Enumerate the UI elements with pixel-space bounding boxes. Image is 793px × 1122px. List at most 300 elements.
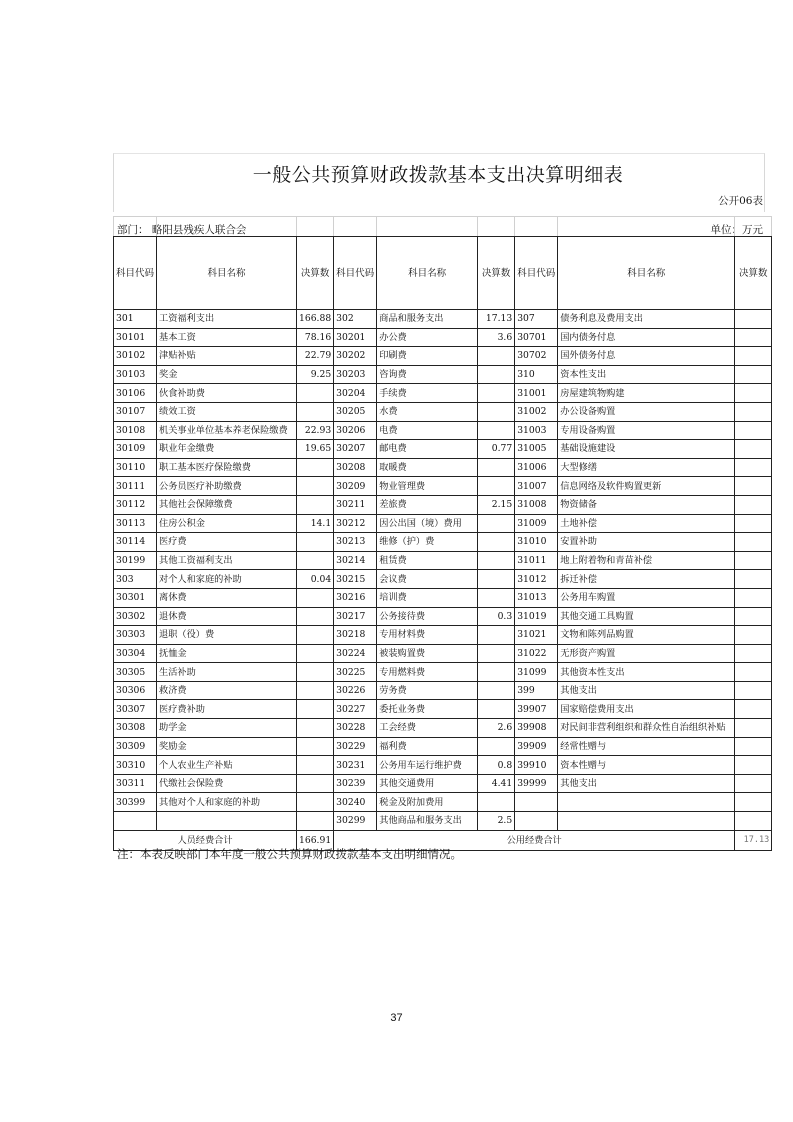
cell-code-2: 30218	[334, 626, 377, 645]
cell-code-3: 30701	[515, 328, 558, 347]
cell-name-1: 伙食补助费	[157, 384, 297, 403]
table-row	[114, 384, 772, 403]
cell-amount-3	[735, 551, 772, 570]
cell-code-1: 30199	[114, 551, 157, 570]
cell-amount-1	[297, 756, 334, 775]
cell-code-1: 30114	[114, 533, 157, 552]
expenditure-table	[113, 216, 772, 851]
cell-code-1	[114, 812, 157, 831]
cell-name-3: 信息网络及软件购置更新	[558, 477, 735, 496]
cell-amount-1	[297, 626, 334, 645]
cell-name-1: 其他对个人和家庭的补助	[157, 793, 297, 812]
cell-amount-1: 19.65	[297, 440, 334, 459]
cell-code-2: 30215	[334, 570, 377, 589]
cell-name-1: 其他工资福利支出	[157, 551, 297, 570]
cell-name-1: 助学金	[157, 719, 297, 738]
cell-name-2: 印刷费	[377, 347, 478, 366]
cell-amount-3	[735, 719, 772, 738]
header-row	[114, 237, 772, 310]
cell-amount-1	[297, 793, 334, 812]
cell-name-2: 水费	[377, 402, 478, 421]
cell-name-2: 物业管理费	[377, 477, 478, 496]
cell-code-3: 310	[515, 365, 558, 384]
cell-code-3: 39909	[515, 737, 558, 756]
cell-amount-2	[478, 458, 515, 477]
cell-name-1: 退职（役）费	[157, 626, 297, 645]
cell-name-2: 办公费	[377, 328, 478, 347]
table-row	[114, 774, 772, 793]
cell-code-2: 30201	[334, 328, 377, 347]
cell-amount-3	[735, 477, 772, 496]
cell-amount-1: 22.93	[297, 421, 334, 440]
cell-code-3: 31009	[515, 514, 558, 533]
cell-name-1: 津贴补贴	[157, 347, 297, 366]
cell-code-2: 30225	[334, 663, 377, 682]
header-code-2: 科目代码	[334, 237, 377, 310]
cell-amount-1	[297, 477, 334, 496]
table-row	[114, 477, 772, 496]
cell-code-1: 30110	[114, 458, 157, 477]
cell-amount-3	[735, 384, 772, 403]
cell-name-1: 奖励金	[157, 737, 297, 756]
cell-code-2: 30229	[334, 737, 377, 756]
cell-code-3: 30702	[515, 347, 558, 366]
table-row	[114, 328, 772, 347]
cell-amount-1: 14.1	[297, 514, 334, 533]
cell-name-2: 专用材料费	[377, 626, 478, 645]
cell-amount-1	[297, 458, 334, 477]
cell-amount-3	[735, 588, 772, 607]
cell-amount-2	[478, 533, 515, 552]
cell-amount-2	[478, 700, 515, 719]
cell-amount-1	[297, 402, 334, 421]
cell-amount-3	[735, 495, 772, 514]
cell-name-1: 奖金	[157, 365, 297, 384]
cell-code-3: 31013	[515, 588, 558, 607]
cell-name-2: 培训费	[377, 588, 478, 607]
unit-label: 单位：万元	[710, 224, 763, 236]
cell-name-2: 会议费	[377, 570, 478, 589]
cell-code-1: 30306	[114, 681, 157, 700]
table-row	[114, 365, 772, 384]
cell-name-3	[558, 812, 735, 831]
cell-amount-3	[735, 310, 772, 329]
cell-name-1: 其他社会保障缴费	[157, 495, 297, 514]
cell-name-3: 土地补偿	[558, 514, 735, 533]
cell-amount-3	[735, 737, 772, 756]
cell-amount-2	[478, 570, 515, 589]
expenditure-table-wrap	[113, 216, 772, 851]
cell-code-3: 31022	[515, 644, 558, 663]
cell-code-1: 30307	[114, 700, 157, 719]
cell-amount-3	[735, 812, 772, 831]
cell-name-2: 咨询费	[377, 365, 478, 384]
cell-code-2: 30202	[334, 347, 377, 366]
table-row	[114, 458, 772, 477]
cell-name-1: 医疗费	[157, 533, 297, 552]
cell-name-2: 维修（护）费	[377, 533, 478, 552]
cell-amount-3	[735, 700, 772, 719]
cell-name-3: 无形资产购置	[558, 644, 735, 663]
cell-name-3: 拆迁补偿	[558, 570, 735, 589]
cell-code-3: 31005	[515, 440, 558, 459]
cell-amount-3	[735, 347, 772, 366]
cell-name-3: 公务用车购置	[558, 588, 735, 607]
cell-code-1: 30311	[114, 774, 157, 793]
cell-code-2: 30204	[334, 384, 377, 403]
cell-name-2: 电费	[377, 421, 478, 440]
cell-code-2: 30240	[334, 793, 377, 812]
cell-code-1: 30101	[114, 328, 157, 347]
cell-name-2: 手续费	[377, 384, 478, 403]
cell-name-3: 物资储备	[558, 495, 735, 514]
table-row	[114, 793, 772, 812]
cell-amount-2	[478, 644, 515, 663]
cell-amount-2	[478, 477, 515, 496]
cell-code-2: 30209	[334, 477, 377, 496]
cell-amount-2	[478, 626, 515, 645]
cell-name-3: 基础设施建设	[558, 440, 735, 459]
cell-name-2: 被装购置费	[377, 644, 478, 663]
header-code-1: 科目代码	[114, 237, 157, 310]
table-row	[114, 681, 772, 700]
cell-amount-1: 166.88	[297, 310, 334, 329]
cell-code-1: 30302	[114, 607, 157, 626]
cell-code-1: 30308	[114, 719, 157, 738]
cell-amount-2: 3.6	[478, 328, 515, 347]
cell-code-1: 30108	[114, 421, 157, 440]
cell-code-3: 307	[515, 310, 558, 329]
cell-name-1: 对个人和家庭的补助	[157, 570, 297, 589]
cell-name-3	[558, 793, 735, 812]
cell-name-3: 债务利息及费用支出	[558, 310, 735, 329]
cell-name-2: 商品和服务支出	[377, 310, 478, 329]
cell-amount-1	[297, 774, 334, 793]
table-row	[114, 421, 772, 440]
cell-name-1	[157, 812, 297, 831]
cell-code-2: 30217	[334, 607, 377, 626]
cell-code-3	[515, 793, 558, 812]
cell-amount-3	[735, 533, 772, 552]
cell-code-3: 31099	[515, 663, 558, 682]
cell-name-2: 公务用车运行维护费	[377, 756, 478, 775]
blank-row	[114, 217, 772, 237]
cell-amount-3	[735, 774, 772, 793]
cell-code-3: 31012	[515, 570, 558, 589]
cell-name-2: 取暖费	[377, 458, 478, 477]
cell-code-3	[515, 812, 558, 831]
cell-amount-1	[297, 700, 334, 719]
cell-code-1: 30399	[114, 793, 157, 812]
cell-code-3: 31011	[515, 551, 558, 570]
header-amount-3: 决算数	[735, 237, 772, 310]
cell-code-3: 39910	[515, 756, 558, 775]
cell-code-2: 30211	[334, 495, 377, 514]
cell-code-2: 30214	[334, 551, 377, 570]
cell-name-1: 医疗费补助	[157, 700, 297, 719]
cell-code-1: 30310	[114, 756, 157, 775]
cell-amount-2	[478, 588, 515, 607]
cell-code-3: 31021	[515, 626, 558, 645]
cell-name-3: 其他支出	[558, 681, 735, 700]
table-row	[114, 607, 772, 626]
cell-code-1: 30305	[114, 663, 157, 682]
cell-name-3: 文物和陈列品购置	[558, 626, 735, 645]
cell-amount-2	[478, 365, 515, 384]
cell-amount-1: 0.04	[297, 570, 334, 589]
cell-name-3: 资本性赠与	[558, 756, 735, 775]
cell-amount-3	[735, 607, 772, 626]
header-name-3: 科目名称	[558, 237, 735, 310]
cell-amount-3	[735, 644, 772, 663]
cell-amount-2	[478, 384, 515, 403]
cell-name-2: 委托业务费	[377, 700, 478, 719]
table-row	[114, 719, 772, 738]
cell-code-1: 30107	[114, 402, 157, 421]
public-total-label: 公用经费合计	[334, 830, 735, 850]
cell-name-3: 经常性赠与	[558, 737, 735, 756]
cell-amount-3	[735, 570, 772, 589]
cell-name-3: 国外债务付息	[558, 347, 735, 366]
header-name-1: 科目名称	[157, 237, 297, 310]
cell-code-1: 30303	[114, 626, 157, 645]
table-row	[114, 347, 772, 366]
cell-amount-1: 9.25	[297, 365, 334, 384]
cell-code-2: 30203	[334, 365, 377, 384]
cell-code-1: 301	[114, 310, 157, 329]
cell-name-1: 生活补助	[157, 663, 297, 682]
table-row	[114, 812, 772, 831]
cell-code-3: 31006	[515, 458, 558, 477]
cell-amount-3	[735, 402, 772, 421]
cell-code-1: 30309	[114, 737, 157, 756]
cell-amount-2: 0.3	[478, 607, 515, 626]
cell-name-3: 大型修缮	[558, 458, 735, 477]
cell-code-3: 399	[515, 681, 558, 700]
cell-amount-2: 2.15	[478, 495, 515, 514]
cell-name-1: 基本工资	[157, 328, 297, 347]
cell-amount-1	[297, 607, 334, 626]
cell-code-1: 303	[114, 570, 157, 589]
cell-code-3: 31003	[515, 421, 558, 440]
cell-amount-1	[297, 681, 334, 700]
table-row	[114, 626, 772, 645]
cell-code-2: 30216	[334, 588, 377, 607]
cell-name-3: 国家赔偿费用支出	[558, 700, 735, 719]
cell-amount-3	[735, 328, 772, 347]
table-note: 注：本表反映部门本年度一般公共预算财政拨款基本支出明细情况。	[117, 847, 462, 861]
cell-amount-1	[297, 812, 334, 831]
cell-code-1: 30109	[114, 440, 157, 459]
cell-code-1: 30103	[114, 365, 157, 384]
cell-code-2: 30212	[334, 514, 377, 533]
table-row	[114, 514, 772, 533]
cell-name-2: 其他商品和服务支出	[377, 812, 478, 831]
cell-name-3: 国内债务付息	[558, 328, 735, 347]
cell-amount-1	[297, 495, 334, 514]
cell-name-1: 住房公积金	[157, 514, 297, 533]
cell-amount-3	[735, 793, 772, 812]
cell-name-2: 专用燃料费	[377, 663, 478, 682]
cell-amount-2: 2.6	[478, 719, 515, 738]
table-row	[114, 551, 772, 570]
cell-amount-2: 0.77	[478, 440, 515, 459]
cell-amount-3	[735, 663, 772, 682]
cell-amount-1	[297, 533, 334, 552]
table-code-label: 公开06表	[718, 195, 763, 207]
cell-amount-1	[297, 719, 334, 738]
cell-name-3: 办公设备购置	[558, 402, 735, 421]
cell-code-2: 302	[334, 310, 377, 329]
cell-amount-1: 78.16	[297, 328, 334, 347]
personnel-total-value: 166.91	[297, 830, 334, 850]
cell-code-1: 30301	[114, 588, 157, 607]
cell-name-2: 邮电费	[377, 440, 478, 459]
cell-name-3: 安置补助	[558, 533, 735, 552]
cell-name-3: 地上附着物和青苗补偿	[558, 551, 735, 570]
cell-amount-1	[297, 644, 334, 663]
cell-code-2: 30208	[334, 458, 377, 477]
cell-name-1: 退休费	[157, 607, 297, 626]
cell-amount-2: 0.8	[478, 756, 515, 775]
cell-code-2: 30231	[334, 756, 377, 775]
cell-name-3: 其他资本性支出	[558, 663, 735, 682]
cell-code-1: 30304	[114, 644, 157, 663]
cell-amount-3	[735, 458, 772, 477]
cell-amount-2	[478, 737, 515, 756]
cell-amount-2	[478, 663, 515, 682]
cell-amount-2	[478, 347, 515, 366]
cell-code-2: 30213	[334, 533, 377, 552]
cell-code-3: 31008	[515, 495, 558, 514]
cell-name-2: 福利费	[377, 737, 478, 756]
cell-name-2: 公务接待费	[377, 607, 478, 626]
table-row	[114, 310, 772, 329]
cell-name-3: 其他交通工具购置	[558, 607, 735, 626]
cell-code-2: 30205	[334, 402, 377, 421]
cell-code-3: 31002	[515, 402, 558, 421]
cell-name-1: 离休费	[157, 588, 297, 607]
cell-code-3: 39908	[515, 719, 558, 738]
cell-name-3: 其他支出	[558, 774, 735, 793]
cell-name-2: 差旅费	[377, 495, 478, 514]
cell-name-2: 其他交通费用	[377, 774, 478, 793]
cell-name-1: 抚恤金	[157, 644, 297, 663]
table-row	[114, 700, 772, 719]
cell-name-1: 救济费	[157, 681, 297, 700]
cell-amount-3	[735, 681, 772, 700]
table-row	[114, 756, 772, 775]
cell-name-1: 个人农业生产补贴	[157, 756, 297, 775]
cell-name-2: 税金及附加费用	[377, 793, 478, 812]
cell-name-3: 资本性支出	[558, 365, 735, 384]
cell-amount-2: 4.41	[478, 774, 515, 793]
cell-name-1: 职工基本医疗保险缴费	[157, 458, 297, 477]
cell-amount-2	[478, 514, 515, 533]
table-row	[114, 533, 772, 552]
cell-code-2: 30239	[334, 774, 377, 793]
cell-name-1: 绩效工资	[157, 402, 297, 421]
cell-code-1: 30112	[114, 495, 157, 514]
cell-amount-3	[735, 514, 772, 533]
header-amount-1: 决算数	[297, 237, 334, 310]
table-row	[114, 663, 772, 682]
header-code-3: 科目代码	[515, 237, 558, 310]
cell-amount-1	[297, 588, 334, 607]
cell-amount-2	[478, 402, 515, 421]
cell-name-2: 劳务费	[377, 681, 478, 700]
cell-name-1: 工资福利支出	[157, 310, 297, 329]
cell-code-3: 31007	[515, 477, 558, 496]
cell-code-1: 30106	[114, 384, 157, 403]
public-total-value: 17.13	[735, 830, 772, 850]
cell-code-3: 39999	[515, 774, 558, 793]
page-title: 一般公共预算财政拨款基本支出决算明细表	[252, 164, 624, 186]
cell-name-2: 工会经费	[377, 719, 478, 738]
header-amount-2: 决算数	[478, 237, 515, 310]
cell-code-3: 31019	[515, 607, 558, 626]
cell-name-3: 房屋建筑物购建	[558, 384, 735, 403]
cell-amount-3	[735, 365, 772, 384]
table-row	[114, 570, 772, 589]
cell-name-3: 对民间非营利组织和群众性自治组织补贴	[558, 719, 735, 738]
cell-code-2: 30206	[334, 421, 377, 440]
cell-name-1: 机关事业单位基本养老保险缴费	[157, 421, 297, 440]
cell-code-3: 31001	[515, 384, 558, 403]
cell-code-2: 30299	[334, 812, 377, 831]
cell-code-1: 30111	[114, 477, 157, 496]
cell-name-3: 专用设备购置	[558, 421, 735, 440]
cell-code-2: 30224	[334, 644, 377, 663]
cell-amount-2	[478, 793, 515, 812]
cell-name-1: 代缴社会保险费	[157, 774, 297, 793]
table-row	[114, 737, 772, 756]
cell-amount-3	[735, 440, 772, 459]
cell-name-1: 公务员医疗补助缴费	[157, 477, 297, 496]
table-row	[114, 440, 772, 459]
cell-code-2: 30228	[334, 719, 377, 738]
table-row	[114, 588, 772, 607]
cell-code-2: 30226	[334, 681, 377, 700]
cell-code-2: 30207	[334, 440, 377, 459]
cell-amount-1	[297, 551, 334, 570]
cell-code-2: 30227	[334, 700, 377, 719]
cell-name-2: 因公出国（境）费用	[377, 514, 478, 533]
cell-amount-3	[735, 756, 772, 775]
cell-code-1: 30102	[114, 347, 157, 366]
table-row	[114, 495, 772, 514]
cell-amount-2: 17.13	[478, 310, 515, 329]
cell-amount-1	[297, 737, 334, 756]
personnel-total-label: 人员经费合计	[114, 830, 297, 850]
header-name-2: 科目名称	[377, 237, 478, 310]
cell-amount-1	[297, 663, 334, 682]
cell-amount-2	[478, 551, 515, 570]
cell-amount-2	[478, 681, 515, 700]
cell-name-2: 租赁费	[377, 551, 478, 570]
page-number: 37	[390, 1012, 403, 1024]
table-row	[114, 402, 772, 421]
cell-amount-1	[297, 384, 334, 403]
cell-amount-3	[735, 626, 772, 645]
cell-amount-2	[478, 421, 515, 440]
cell-code-1: 30113	[114, 514, 157, 533]
cell-amount-1: 22.79	[297, 347, 334, 366]
cell-code-3: 31010	[515, 533, 558, 552]
cell-code-3: 39907	[515, 700, 558, 719]
table-row	[114, 644, 772, 663]
cell-amount-3	[735, 421, 772, 440]
